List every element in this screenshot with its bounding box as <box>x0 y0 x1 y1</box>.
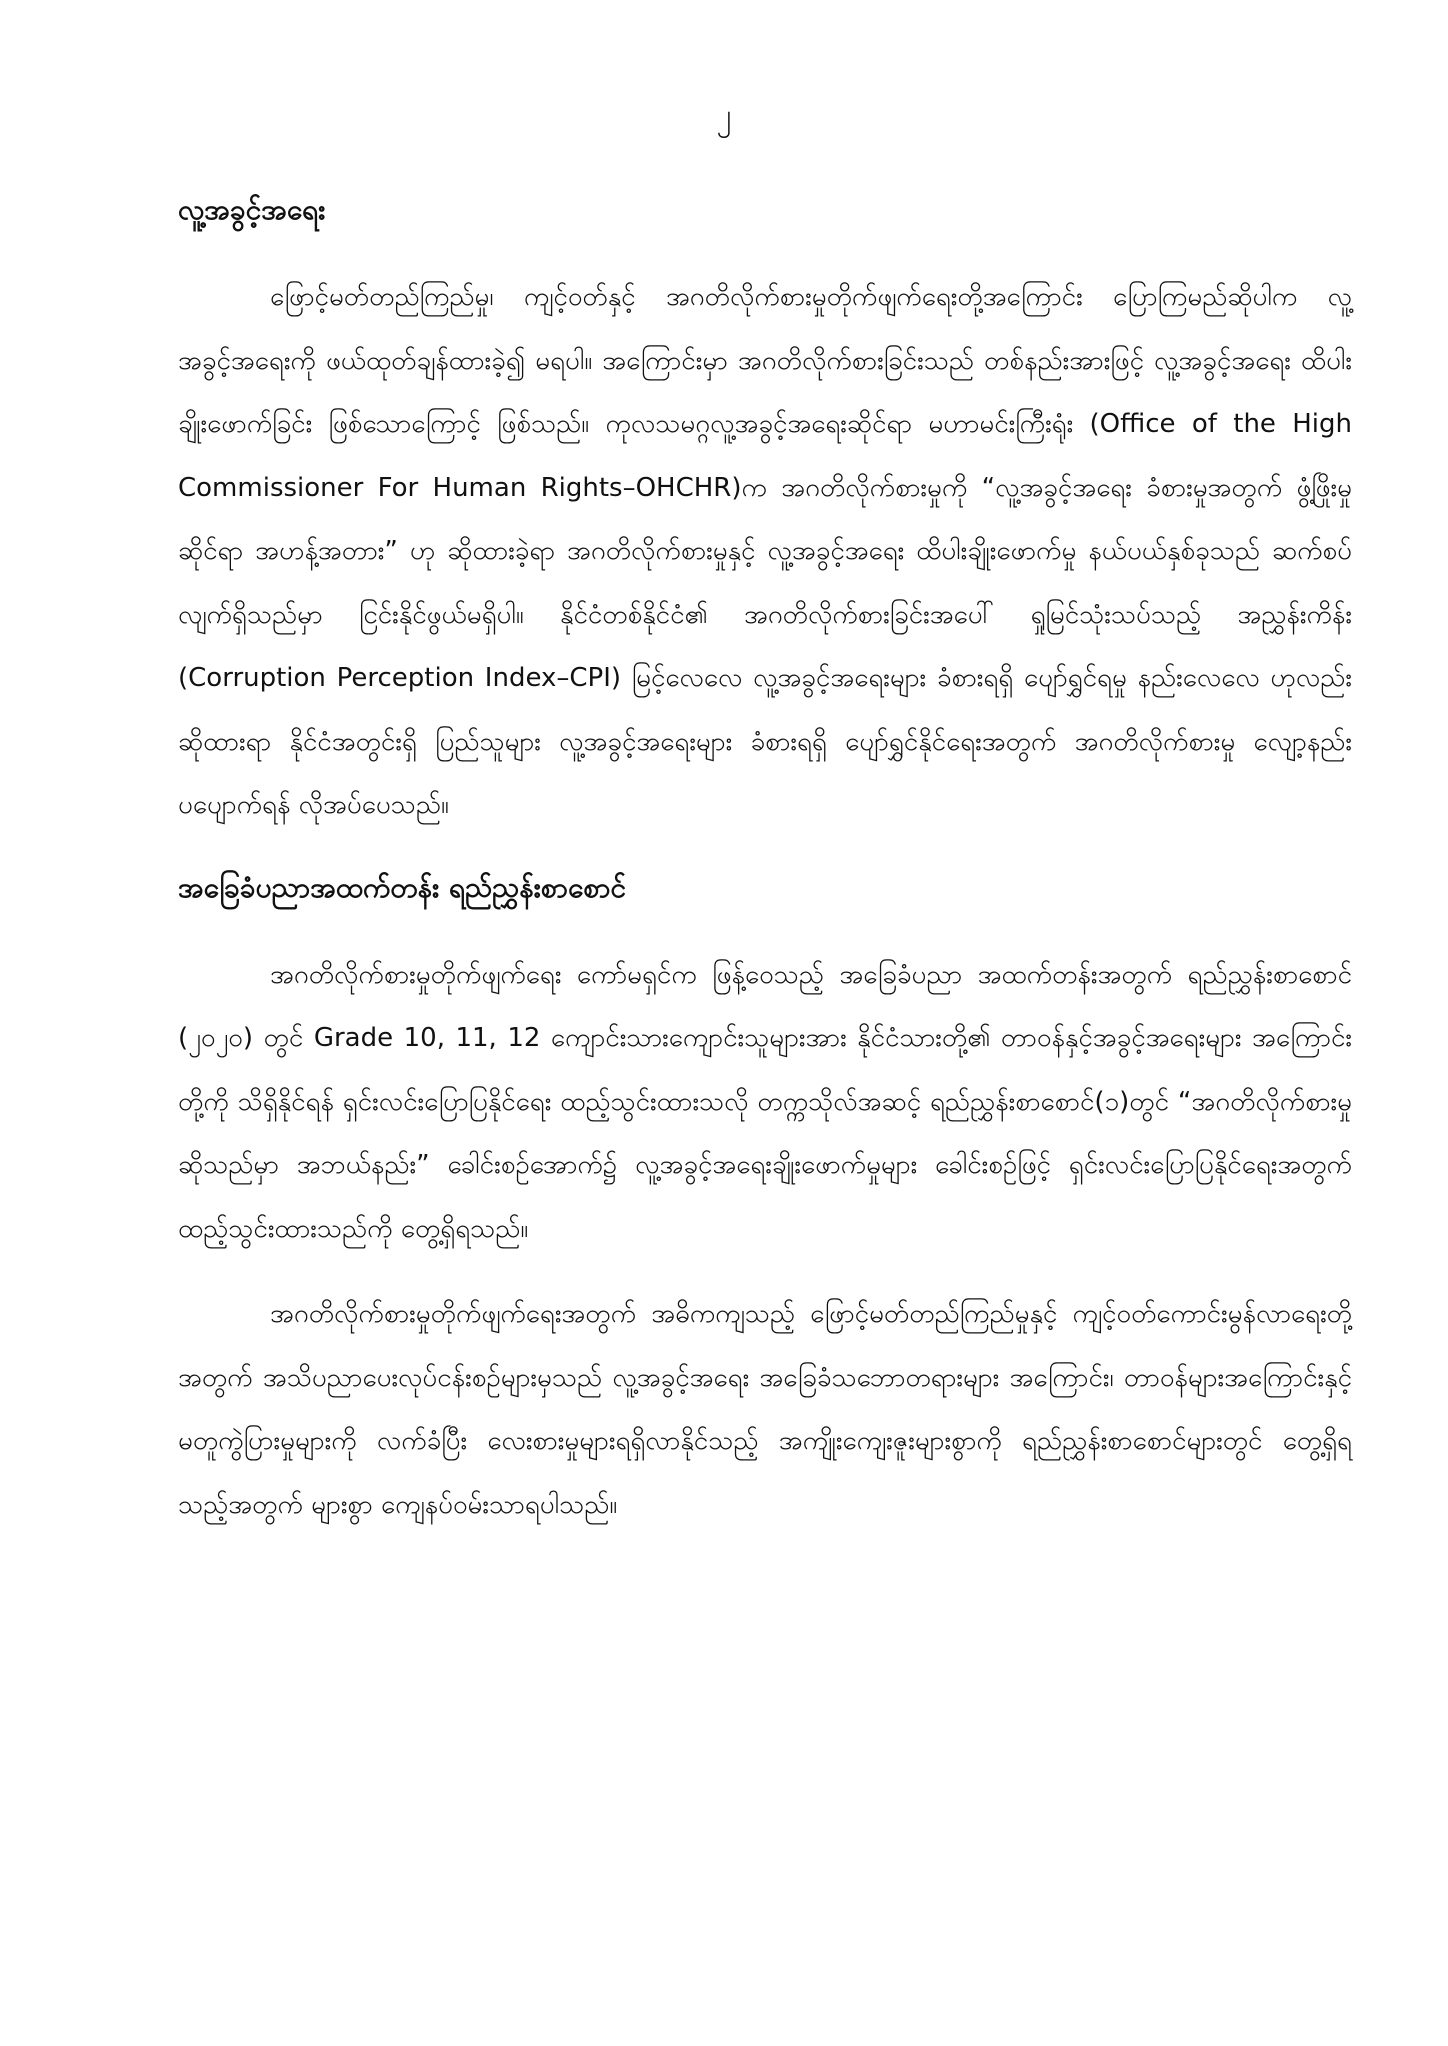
body-paragraph: အဂတိလိုက်စားမှုတိုက်ဖျက်ရေးအတွက် အဓိကကျသည့် ဖြောင့်မတ်တည်ကြည်မှုနှင့် ကျင့်ဝတ်ကောင်းမွန်လာရေးတို့အတွက် အသိပညာပေးလုပ်ငန်းစဉ်များမှသည် လူ့အခွင့်အရေး အခြေခံသဘောတရားများ အကြောင်း၊ တာဝန်များအကြောင်းနှင့် မတူကွဲပြားမှုများကို လက်ခံပြီး လေးစားမှုများရရှိလာနိုင်သည့် အကျိုးကျေးဇူးများစွာကို ရည်ညွှန်းစာစောင်များတွင် တွေ့ရှိရသည့်အတွက် များစွာ ကျေနပ်ဝမ်းသာရပါသည်။ <box>178 1299 1352 1520</box>
body-paragraph: အဂတိလိုက်စားမှုတိုက်ဖျက်ရေး ကော်မရှင်က ဖြန့်ဝေသည့် အခြေခံပညာ အထက်တန်းအတွက် ရည်ညွှန်းစာစောင် (၂၀၂၀) တွင် Grade 10, 11, 12 ကျောင်းသားကျောင်းသူများအား နိုင်ငံသားတို့၏ တာဝန်နှင့်အခွင့်အရေးများ အကြောင်းတို့ကို သိရှိနိုင်ရန် ရှင်းလင်းပြောပြနိုင်ရေး ထည့်သွင်းထားသလို တက္ကသိုလ်အဆင့် ရည်ညွှန်းစာစောင်(၁)တွင် “အဂတိလိုက်စားမှုဆိုသည်မှာ အဘယ်နည်း” ခေါင်းစဉ်အောက်၌ လူ့အခွင့်အရေးချိုးဖောက်မှုများ ခေါင်းစဉ်ဖြင့် ရှင်းလင်းပြောပြနိုင်ရေးအတွက် ထည့်သွင်းထားသည်ကို တွေ့ရှိရသည်။ <box>178 959 1352 1244</box>
section-human-rights <box>178 190 1352 838</box>
section-heading: အခြေခံပညာအထက်တန်း ရည်ညွှန်းစာစောင် <box>178 870 627 904</box>
section-heading: လူ့အခွင့်အရေး <box>178 193 326 226</box>
page-number: ၂ <box>716 98 732 133</box>
body-paragraph: ဖြောင့်မတ်တည်ကြည်မှု၊ ကျင့်ဝတ်နှင့် အဂတိလိုက်စားမှုတိုက်ဖျက်ရေးတို့အကြောင်း ပြောကြမည်ဆိုပါက လူ့အခွင့်အရေးကို ဖယ်ထုတ်ချန်ထားခဲ့၍ မရပါ။ အကြောင်းမှာ အဂတိလိုက်စားခြင်းသည် တစ်နည်းအားဖြင့် လူ့အခွင့်အရေး ထိပါးချိုးဖောက်ခြင်း ဖြစ်သောကြောင့် ဖြစ်သည်။ ကုလသမဂ္ဂလူ့အခွင့်အရေးဆိုင်ရာ မဟာမင်းကြီးရုံး (Office of the High Commissioner For Human Rights–OHCHR)က အဂတိလိုက်စားမှုကို “လူ့အခွင့်အရေး ခံစားမှုအတွက် ဖွံ့ဖြိုးမှုဆိုင်ရာ အဟန့်အတား” ဟု ဆိုထားခဲ့ရာ အဂတိလိုက်စားမှုနှင့် လူ့အခွင့်အရေး ထိပါးချိုးဖောက်မှု နယ်ပယ်နှစ်ခုသည် ဆက်စပ်လျက်ရှိသည်မှာ ငြင်းနိုင်ဖွယ်မရှိပါ။ နိုင်ငံတစ်နိုင်ငံ၏ အဂတိလိုက်စားခြင်းအပေါ် ရှုမြင်သုံးသပ်သည့် အညွှန်းကိန်း (Corruption Perception Index–CPI) မြင့်လေလေ လူ့အခွင့်အရေးများ ခံစားရရှိ ပျော်ရွှင်ရမှု နည်းလေလေ ဟုလည်း ဆိုထားရာ နိုင်ငံအတွင်းရှိ ပြည်သူများ လူ့အခွင့်အရေးများ ခံစားရရှိ ပျော်ရွှင်နိုင်ရေးအတွက် အဂတိလိုက်စားမှု လျော့နည်းပပျောက်ရန် လိုအပ်ပေသည်။ <box>178 282 1352 820</box>
page-content <box>178 190 1352 1559</box>
section-reference-booklet <box>178 868 1352 1538</box>
